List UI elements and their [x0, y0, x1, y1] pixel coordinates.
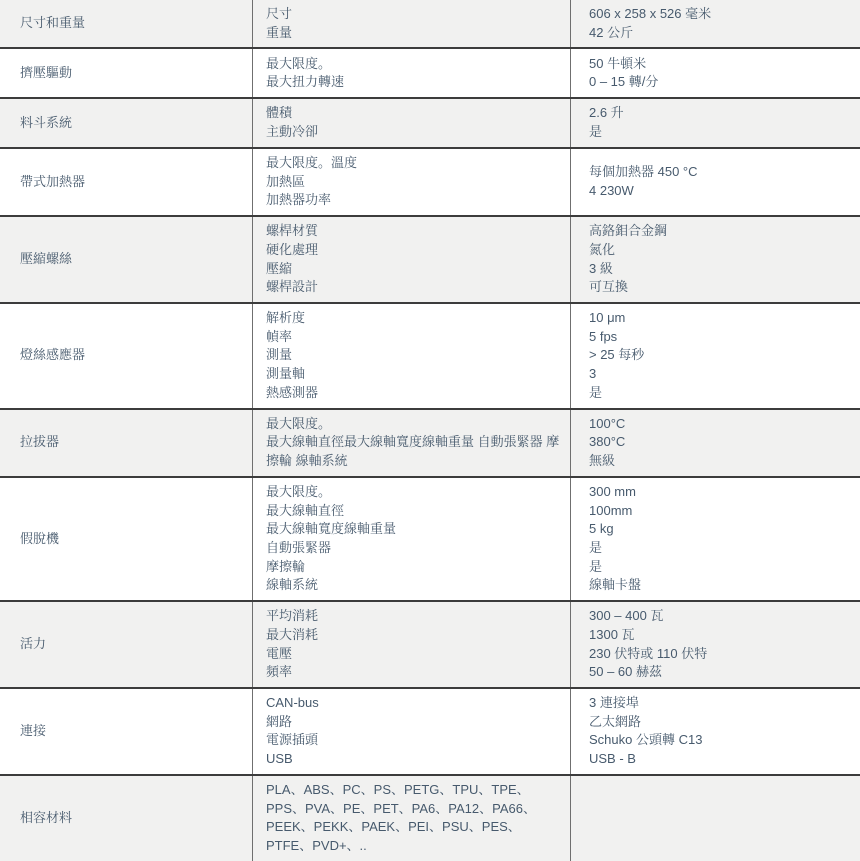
spec-values-cell — [570, 304, 860, 408]
spec-name: 摩擦輪 — [266, 558, 306, 574]
spec-row — [0, 689, 860, 776]
spec-value: 是 — [589, 539, 603, 555]
spec-name: 最大限度。 — [266, 415, 332, 431]
spec-name: 解析度 — [266, 310, 306, 326]
spec-name: 電壓 — [266, 645, 293, 661]
spec-name: 體積 — [266, 105, 293, 121]
spec-values-cell — [570, 217, 860, 302]
spec-value: 高鉻鉬合金鋼 — [589, 223, 668, 239]
spec-name: 最大限度。 — [266, 55, 332, 71]
spec-value: 380°C — [589, 434, 626, 450]
spec-row — [0, 304, 860, 410]
spec-row — [0, 602, 860, 689]
spec-value: 氮化 — [589, 241, 616, 257]
spec-name: 壓縮 — [266, 260, 293, 276]
spec-values-cell — [570, 410, 860, 476]
spec-value: 每個加熱器 450 °C — [589, 164, 698, 180]
spec-category-label: 料斗系統 — [20, 114, 73, 130]
spec-value: > 25 每秒 — [589, 347, 645, 363]
spec-name: 測量軸 — [266, 366, 306, 382]
spec-name: USB — [266, 751, 293, 767]
spec-category-label: 擠壓驅動 — [20, 65, 73, 81]
spec-value: 3 — [589, 366, 597, 382]
spec-value: 3 連接埠 — [589, 694, 639, 710]
spec-value: 0 – 15 轉/分 — [589, 74, 659, 90]
spec-names-cell — [252, 602, 570, 687]
spec-values-cell — [570, 99, 860, 146]
spec-category-label: 拉拔器 — [20, 434, 60, 450]
spec-value: 5 kg — [589, 521, 614, 537]
spec-value: 是 — [589, 384, 603, 400]
spec-value: 5 fps — [589, 328, 618, 344]
spec-category — [0, 410, 252, 476]
spec-value: 100°C — [589, 415, 626, 431]
spec-name: 最大線軸直徑 — [266, 502, 345, 518]
spec-value: 可互換 — [589, 279, 629, 295]
spec-category-label: 活力 — [20, 636, 47, 652]
spec-name: 加熱區 — [266, 173, 306, 189]
spec-value: 42 公斤 — [589, 24, 634, 40]
spec-value: 50 – 60 赫茲 — [589, 664, 662, 680]
spec-value: 50 牛頓米 — [589, 55, 647, 71]
spec-name: 最大限度。溫度 — [266, 154, 358, 170]
spec-category — [0, 776, 252, 861]
spec-values-cell — [570, 49, 860, 97]
spec-value: 是 — [589, 124, 603, 140]
spec-row — [0, 49, 860, 99]
spec-name: 最大限度。 — [266, 483, 332, 499]
spec-category — [0, 217, 252, 302]
spec-row — [0, 99, 860, 148]
spec-values-cell — [570, 0, 860, 47]
spec-names-cell — [252, 478, 570, 600]
spec-category-label: 燈絲感應器 — [20, 347, 86, 363]
spec-names-cell — [252, 304, 570, 408]
spec-category-label: 帶式加熱器 — [20, 173, 86, 189]
spec-value: 是 — [589, 558, 603, 574]
spec-name: 網路 — [266, 713, 293, 729]
spec-value: 3 級 — [589, 260, 613, 276]
spec-values-cell — [570, 602, 860, 687]
spec-values-cell — [570, 776, 860, 861]
spec-names-cell — [252, 217, 570, 302]
spec-category — [0, 602, 252, 687]
spec-category — [0, 689, 252, 774]
spec-name: PLA、ABS、PC、PS、PETG、TPU、TPE、PPS、PVA、PE、PET、PA6、PA12、PA66、PEEK、PEKK、PAEK、PEI、PSU、PES、PTFE、PVD+、.. — [266, 781, 536, 853]
spec-name: 最大消耗 — [266, 626, 319, 642]
spec-name: 最大線軸直徑最大線軸寬度線軸重量 自動張緊器 摩擦輪 線軸系統 — [266, 434, 560, 469]
spec-name: 平均消耗 — [266, 608, 319, 624]
spec-category — [0, 0, 252, 47]
spec-name: 熱感測器 — [266, 384, 319, 400]
spec-names-cell — [252, 689, 570, 774]
spec-name: 自動張緊器 — [266, 539, 332, 555]
spec-values-cell — [570, 149, 860, 215]
spec-name: 頻率 — [266, 664, 293, 680]
spec-value: 606 x 258 x 526 毫米 — [589, 6, 712, 21]
spec-category — [0, 149, 252, 215]
spec-row — [0, 478, 860, 602]
spec-name: 重量 — [266, 24, 293, 40]
spec-name: 最大線軸寬度線軸重量 — [266, 521, 397, 537]
spec-row — [0, 149, 860, 217]
spec-name: 硬化處理 — [266, 241, 319, 257]
spec-category — [0, 99, 252, 146]
spec-value: Schuko 公頭轉 C13 — [589, 732, 703, 748]
spec-values-cell — [570, 689, 860, 774]
spec-category-label: 假脫機 — [20, 530, 60, 546]
spec-value: 1300 瓦 — [589, 626, 635, 642]
spec-value: 2.6 升 — [589, 105, 624, 121]
spec-names-cell — [252, 410, 570, 476]
spec-name: 加熱器功率 — [266, 192, 332, 208]
spec-value: 10 μm — [589, 310, 626, 326]
spec-name: 測量 — [266, 347, 293, 363]
spec-category — [0, 49, 252, 97]
spec-category-label: 壓縮螺絲 — [20, 251, 73, 267]
spec-values-cell — [570, 478, 860, 600]
spec-value: USB - B — [589, 751, 636, 767]
spec-value: 4 230W — [589, 182, 634, 198]
spec-names-cell — [252, 149, 570, 215]
spec-value: 線軸卡盤 — [589, 577, 642, 593]
spec-value: 100mm — [589, 502, 633, 518]
spec-name: 主動冷卻 — [266, 124, 319, 140]
spec-row — [0, 410, 860, 478]
spec-category — [0, 304, 252, 408]
spec-name: 最大扭力轉速 — [266, 74, 345, 90]
spec-names-cell — [252, 49, 570, 97]
spec-names-cell — [252, 0, 570, 47]
spec-name: 幀率 — [266, 328, 293, 344]
spec-value: 300 mm — [589, 483, 636, 499]
spec-name: 螺桿材質 — [266, 223, 319, 239]
spec-category-label: 相容材料 — [20, 809, 73, 825]
spec-value: 無級 — [589, 453, 616, 469]
spec-category-label: 連接 — [20, 723, 47, 739]
spec-value: 乙太網路 — [589, 713, 642, 729]
spec-value: 230 伏特或 110 伏特 — [589, 645, 708, 661]
spec-category-label: 尺寸和重量 — [20, 15, 86, 31]
spec-row — [0, 776, 860, 861]
spec-name: CAN-bus — [266, 694, 319, 710]
spec-name: 線軸系統 — [266, 577, 319, 593]
spec-row — [0, 0, 860, 49]
spec-value: 300 – 400 瓦 — [589, 608, 664, 624]
spec-names-cell — [252, 99, 570, 146]
spec-category — [0, 478, 252, 600]
spec-name: 尺寸 — [266, 6, 293, 21]
spec-name: 電源插頭 — [266, 732, 319, 748]
spec-name: 螺桿設計 — [266, 279, 319, 295]
spec-row — [0, 217, 860, 304]
spec-names-cell — [252, 776, 570, 861]
